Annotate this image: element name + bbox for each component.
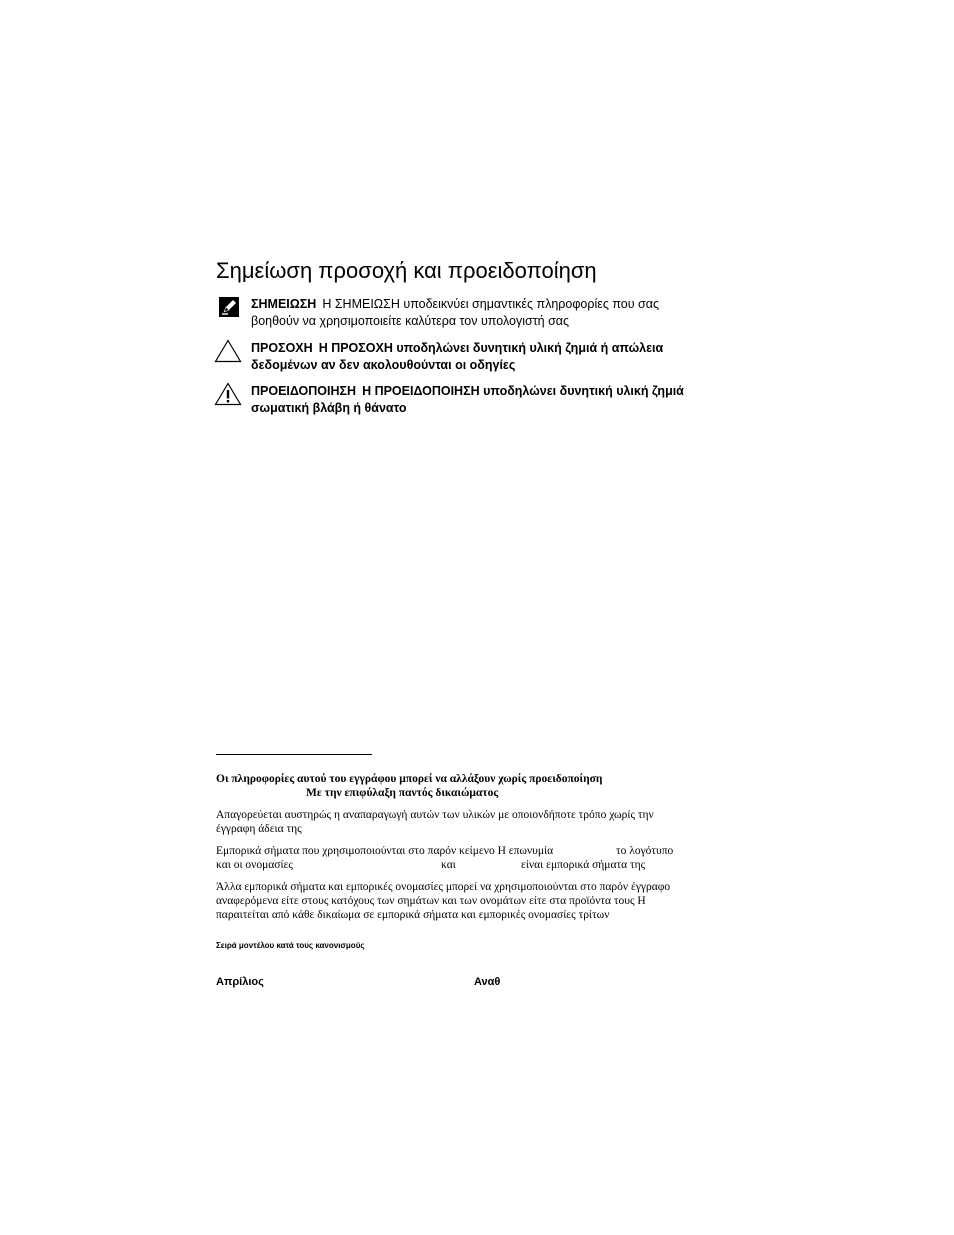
footer-date: Απρίλιος: [216, 976, 264, 988]
warning-notice: [214, 383, 714, 419]
separator-rule: [216, 754, 372, 755]
other-tm-line-3: παραιτείται από κάθε δικαίωμα σε εμπορικά σήματα και εμπορικές ονομασίες τρίτων: [216, 909, 610, 921]
trademark-line-2a: και οι ονομασίες: [216, 859, 293, 871]
other-tm-line-1: Άλλα εμπορικά σήματα και εμπορικές ονομασίες μπορεί να χρησιμοποιούνται στο παρόν έγγραφο: [216, 881, 671, 893]
reproduction-line-1: Απαγορεύεται αυστηρώς η αναπαραγωγή αυτών των υλικών με οποιονδήποτε τρόπο χωρίς την: [216, 809, 654, 821]
warning-text-line2: σωματική βλάβη ή θάνατο: [251, 401, 407, 415]
trademark-line-1b: το λογότυπο: [616, 845, 674, 857]
trademark-line-2b: και: [441, 859, 456, 871]
caution-notice: [214, 340, 714, 376]
trademark-line-1a: Εμπορικά σήματα που χρησιμοποιούνται στο παρόν κείμενο Η επωνυμία: [216, 845, 554, 857]
other-tm-line-2: αναφερόμενα είτε στους κατόχους των σημάτων και των ονομάτων είτε στα προϊόντα τους Η: [216, 895, 646, 907]
page-title: Σημείωση προσοχή και προειδοποίηση: [216, 258, 597, 283]
footer-revision: Αναθ: [474, 976, 501, 988]
regulatory-model: Σειρά μοντέλου κατά τους κανονισμούς: [216, 941, 365, 950]
info-line-1: Οι πληροφορίες αυτού του εγγράφου μπορεί να αλλάξουν χωρίς προειδοποίηση: [216, 773, 603, 785]
caution-text-line2: δεδομένων αν δεν ακολουθούνται οι οδηγίες: [251, 358, 516, 372]
note-text-line2: βοηθούν να χρησιμοποιείτε καλύτερα τον υπολογιστή σας: [251, 314, 570, 328]
warning-triangle-icon: [214, 383, 240, 407]
trademark-line-2c: είναι εμπορικά σήματα της: [521, 859, 646, 871]
caution-label: ΠΡΟΣΟΧΗ: [251, 341, 313, 355]
warning-label: ΠΡΟΕΙΔΟΠΟΙΗΣΗ: [251, 384, 357, 398]
caution-triangle-icon: [214, 340, 240, 364]
warning-text-line1: Η ΠΡΟΕΙΔΟΠΟΙΗΣΗ υποδηλώνει δυνητική υλική ζημιά: [362, 384, 684, 398]
note-notice: [214, 296, 714, 332]
info-line-2: Με την επιφύλαξη παντός δικαιώματος: [306, 787, 499, 799]
reproduction-line-2: έγγραφη άδεια της: [216, 823, 302, 835]
caution-text-line1: Η ΠΡΟΣΟΧΗ υποδηλώνει δυνητική υλική ζημιά ή απώλεια: [318, 341, 664, 355]
note-pencil-icon: [214, 296, 240, 320]
note-text-line1: Η ΣΗΜΕΙΩΣΗ υποδεικνύει σημαντικές πληροφορίες που σας: [322, 297, 660, 311]
note-label: ΣΗΜΕΙΩΣΗ: [251, 297, 317, 311]
